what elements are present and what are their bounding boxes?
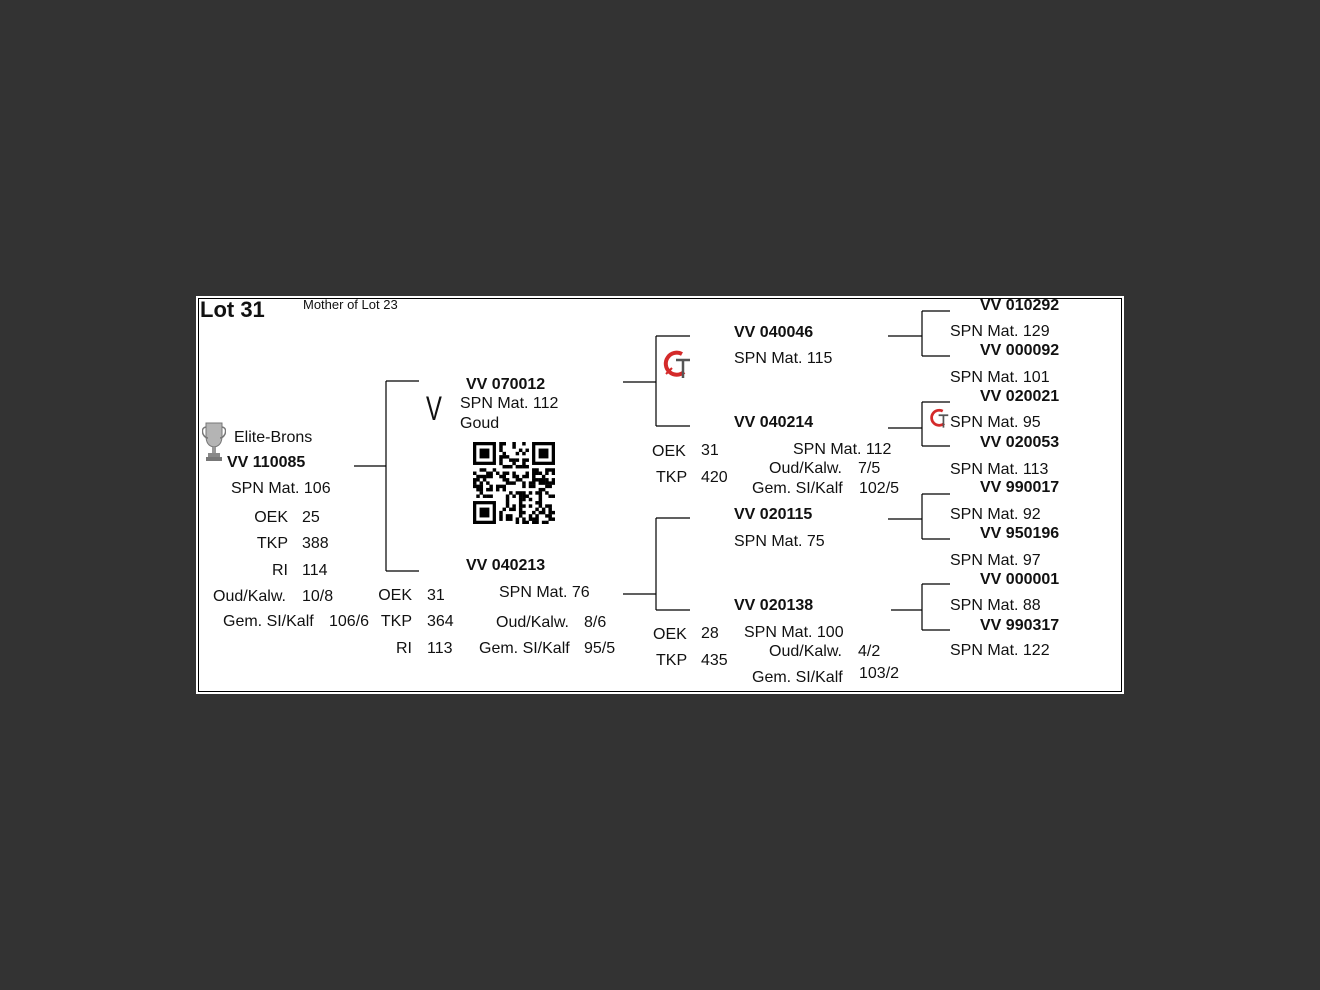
gen2-stat-label: TKP <box>656 469 688 486</box>
gen3-id: VV 020053 <box>980 434 1060 451</box>
gen2-id: VV 020115 <box>734 506 813 523</box>
pedigree-card <box>196 296 1124 694</box>
gen3-id: VV 010292 <box>980 297 1060 314</box>
gen3-spn: SPN Mat. 122 <box>950 642 1050 659</box>
gen3-spn: SPN Mat. 129 <box>950 323 1050 340</box>
gen2-stat-label: OEK <box>653 626 687 643</box>
dam-stat-value: 8/6 <box>584 614 607 631</box>
qr-code-icon <box>473 442 555 529</box>
animal-stat-value: 114 <box>302 562 328 579</box>
gen3-spn: SPN Mat. 92 <box>950 506 1041 523</box>
dam-stat-value: 113 <box>427 640 453 657</box>
dam-stat-value: 31 <box>427 587 445 604</box>
gen2-stat-label: Gem. SI/Kalf <box>752 480 843 497</box>
dam-id: VV 040213 <box>466 557 546 574</box>
gen3-spn: SPN Mat. 95 <box>950 414 1041 431</box>
dam-stat-label: Oud/Kalw. <box>496 614 569 631</box>
gen2-stat-label: OEK <box>652 443 686 460</box>
animal-stat-label: Oud/Kalw. <box>213 588 286 605</box>
gen3-spn: SPN Mat. 97 <box>950 552 1041 569</box>
gen3-id: VV 020021 <box>980 388 1060 405</box>
gen3-id: VV 000092 <box>980 342 1060 359</box>
gen3-spn: SPN Mat. 113 <box>950 461 1049 478</box>
gen2-stat-value: 4/2 <box>858 643 881 660</box>
gen2-id: VV 020138 <box>734 597 814 614</box>
gen2-spn: SPN Mat. 112 <box>793 441 892 458</box>
animal-stat-label: TKP <box>256 535 288 552</box>
sire-spn: SPN Mat. 112 <box>460 395 559 412</box>
gen2-spn: SPN Mat. 115 <box>734 350 833 367</box>
gen2-stat-label: Gem. SI/Kalf <box>752 669 843 686</box>
gt-logo-icon <box>929 407 951 434</box>
animal-stat-value: 388 <box>302 535 329 552</box>
gen3-id: VV 990317 <box>980 617 1060 634</box>
gen3-spn: SPN Mat. 101 <box>950 369 1050 386</box>
animal-stat-value: 25 <box>302 509 320 526</box>
gen2-stat-value: 31 <box>701 442 719 459</box>
gen2-spn: SPN Mat. 75 <box>734 533 825 550</box>
animal-id: VV 110085 <box>227 454 306 471</box>
gen2-stat-label: TKP <box>656 652 688 669</box>
trophy-icon <box>202 420 226 469</box>
dam-spn: SPN Mat. 76 <box>499 584 590 601</box>
animal-stat-value: 10/8 <box>302 588 334 605</box>
animal-stat-label: OEK <box>254 509 288 526</box>
gt-logo-icon <box>662 348 694 385</box>
sire-id: VV 070012 <box>466 376 546 393</box>
gen2-stat-label: Oud/Kalw. <box>769 643 842 660</box>
gen3-id: VV 000001 <box>980 571 1060 588</box>
gen3-id: VV 990017 <box>980 479 1060 496</box>
dam-stat-label: TKP <box>380 613 412 630</box>
gen2-spn: SPN Mat. 100 <box>744 624 844 641</box>
animal-stat-label: Gem. SI/Kalf <box>223 613 314 630</box>
gen2-stat-label: Oud/Kalw. <box>769 460 842 477</box>
dam-stat-label: Gem. SI/Kalf <box>479 640 570 657</box>
dam-stat-value: 364 <box>427 613 454 630</box>
award-label: Elite-Brons <box>234 429 313 446</box>
lot-note: Mother of Lot 23 <box>303 297 398 312</box>
dam-stat-label: RI <box>396 640 412 657</box>
gen3-id: VV 950196 <box>980 525 1060 542</box>
gen2-stat-value: 28 <box>701 625 719 642</box>
gen2-stat-value: 102/5 <box>859 480 900 497</box>
animal-spn: SPN Mat. 106 <box>231 480 331 497</box>
sire-grade: Goud <box>460 415 500 432</box>
gen2-id: VV 040046 <box>734 324 814 341</box>
gen2-stat-value: 420 <box>701 469 728 486</box>
gen2-stat-value: 435 <box>701 652 728 669</box>
animal-stat-value: 106/6 <box>329 613 370 630</box>
gen2-id: VV 040214 <box>734 414 814 431</box>
gen2-stat-value: 7/5 <box>858 460 881 477</box>
dam-stat-label: OEK <box>378 587 412 604</box>
animal-stat-label: RI <box>272 562 288 579</box>
lot-title: Lot 31 <box>200 297 265 322</box>
gen3-spn: SPN Mat. 88 <box>950 597 1041 614</box>
gen2-stat-value: 103/2 <box>859 665 900 682</box>
dam-stat-value: 95/5 <box>584 640 616 657</box>
sire-mark: V <box>426 390 442 428</box>
